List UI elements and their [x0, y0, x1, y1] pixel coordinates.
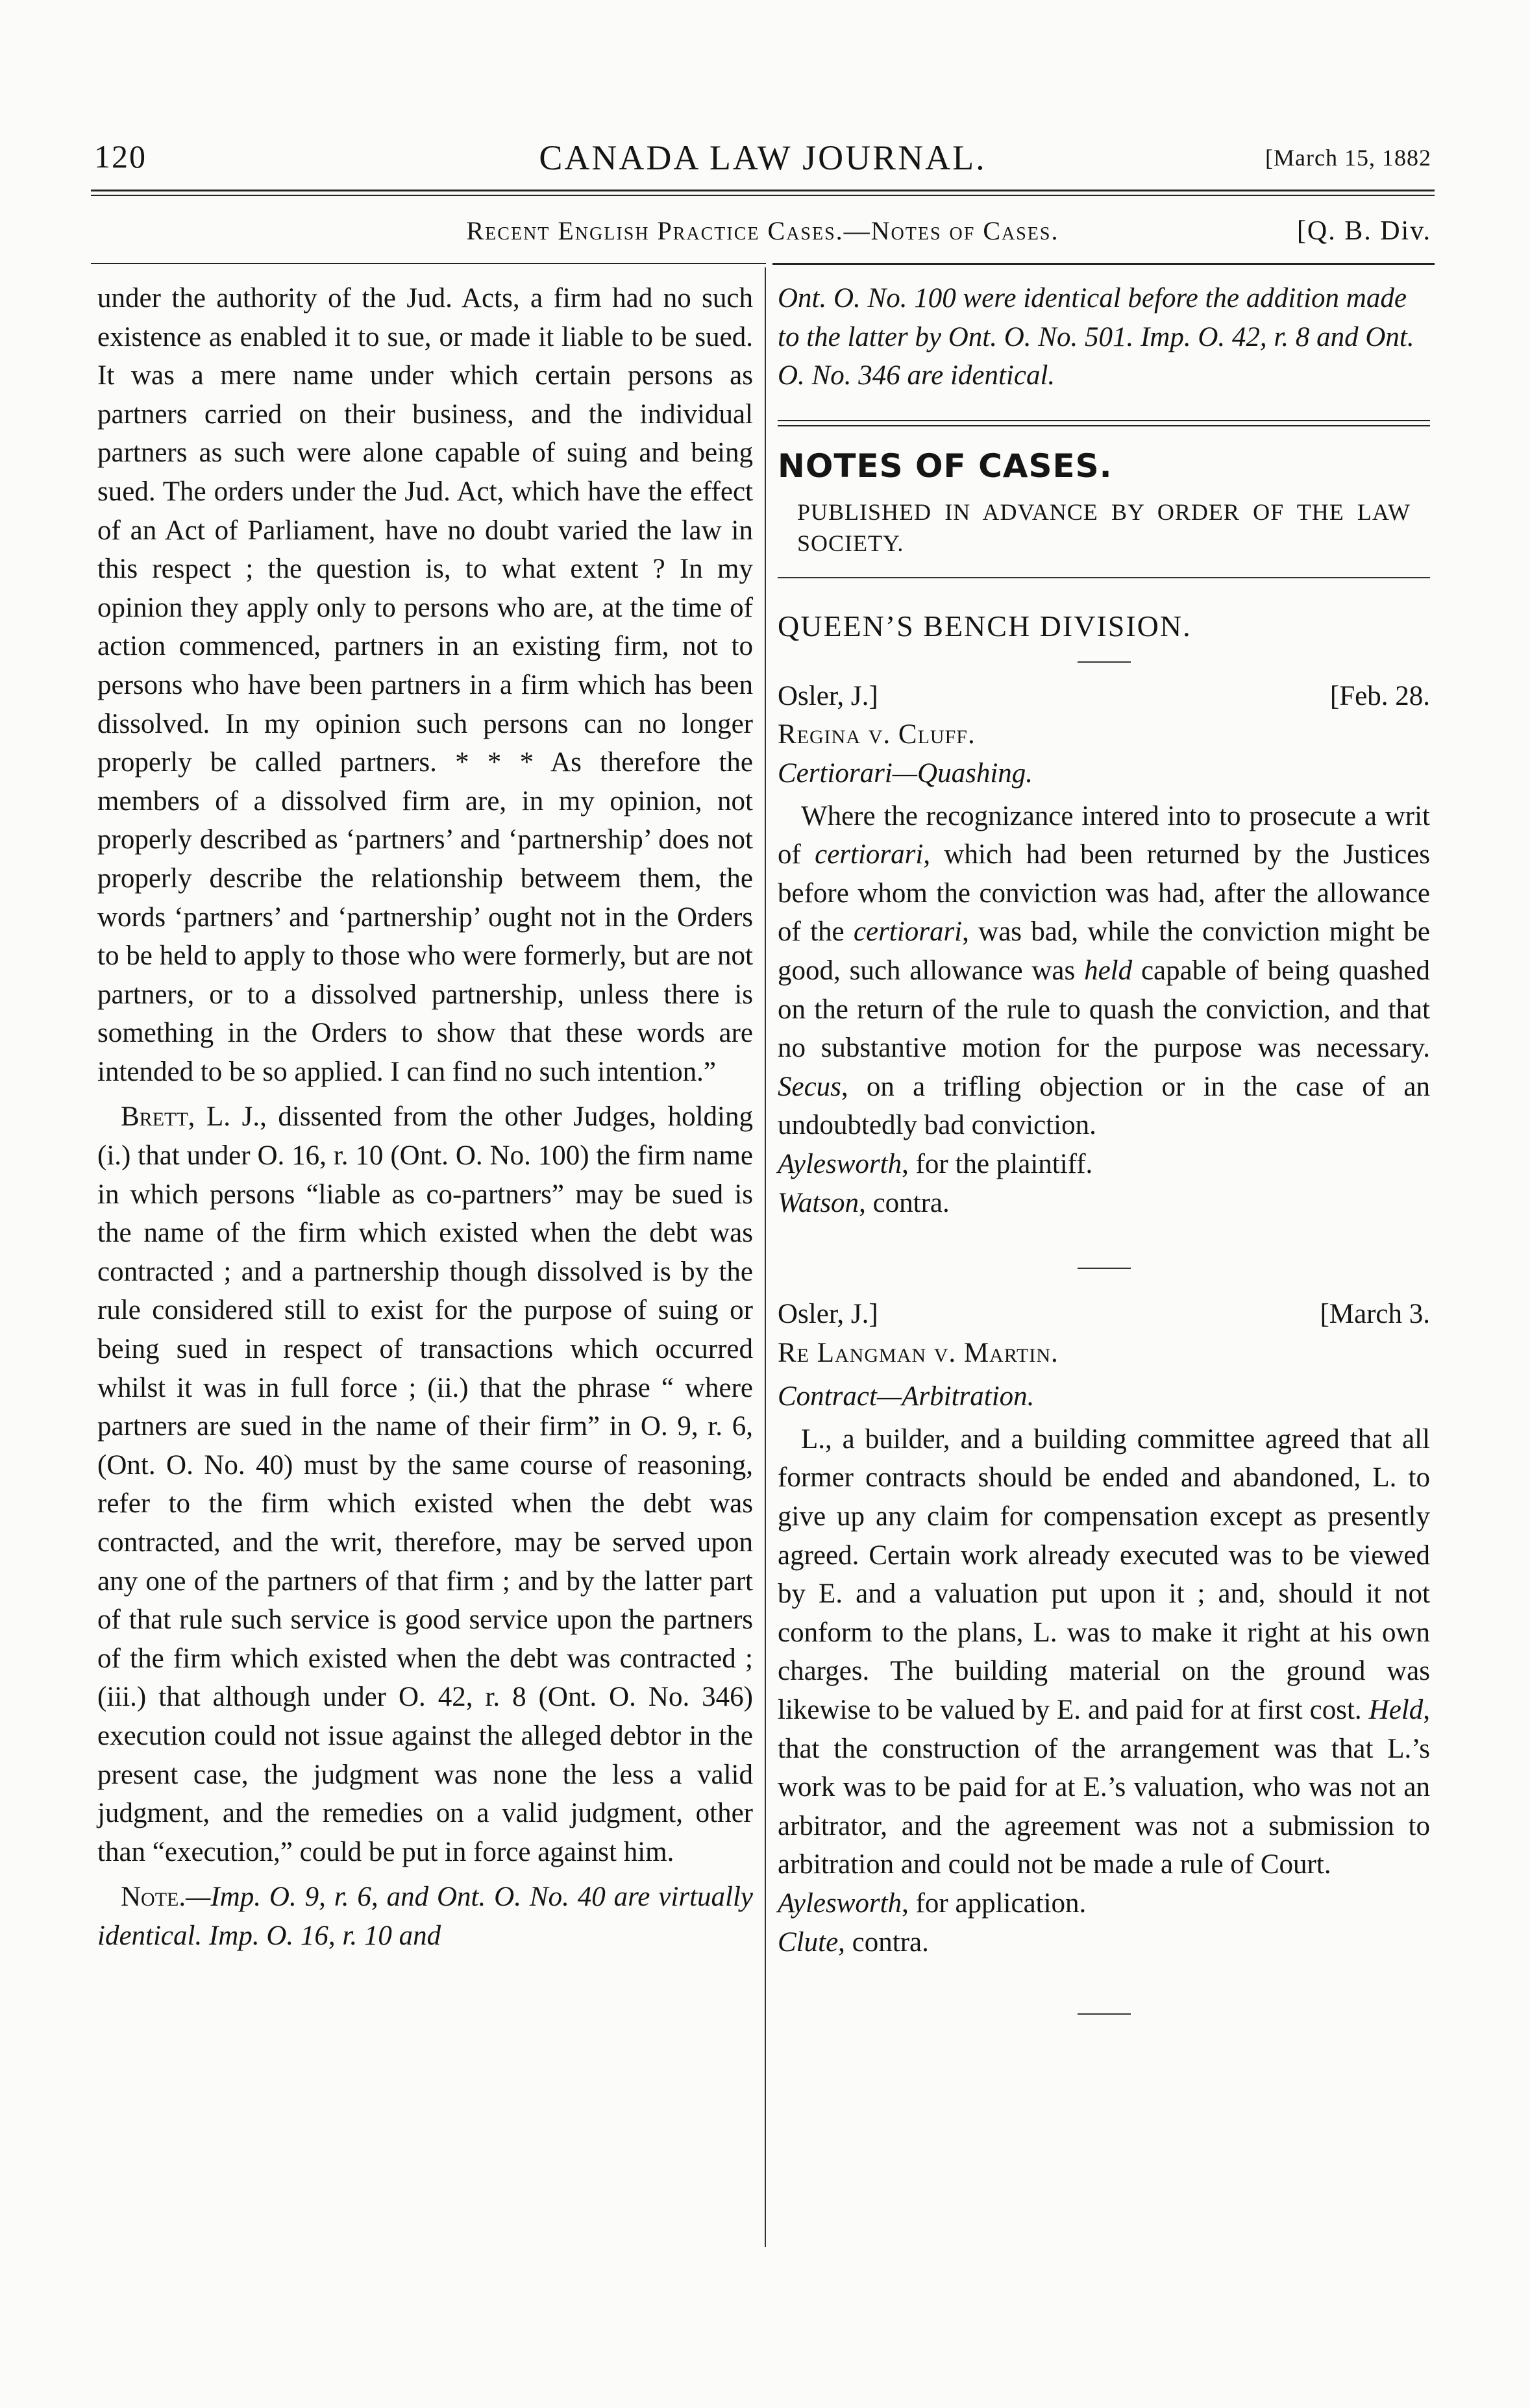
section-title: Recent English Practice Cases.—Notes of Cases. [466, 216, 1059, 245]
header-rule [91, 190, 1435, 191]
case-1-title: Regina v. Cluff. [778, 719, 976, 750]
case-1-text-e: , was bad, while the conviction might be good, such allowance was [778, 916, 1430, 986]
double-rule [778, 420, 1430, 426]
division-title: QUEEN’S BENCH DIVISION. [778, 609, 1192, 643]
case-1-text-g: capable of being quashed on the return of the rule to quash the conviction, and that no substantive motion for the purpose was necessary. [778, 955, 1431, 1064]
issue-date: [March 15, 1882 [1265, 145, 1431, 171]
note-continuation [778, 279, 1430, 395]
case-1-counsel-2 [778, 1184, 1430, 1223]
brett-paragraph [97, 1098, 753, 1871]
case-2-counsel-2-name: Clute [778, 1926, 839, 1958]
journal-title: CANADA LAW JOURNAL. [539, 138, 987, 177]
case-2-text [778, 1420, 1430, 1884]
section-rule-left [91, 263, 766, 264]
notes-of-cases-title: NOTES OF CASES. [778, 447, 1113, 485]
case-1-counsel-1-name: Aylesworth [778, 1148, 902, 1179]
case-1-header [778, 677, 1430, 716]
end-separator [1078, 2013, 1131, 2015]
case-2-header [778, 1295, 1430, 1334]
case-1-counsel-1 [778, 1145, 1430, 1184]
case-1-text-c: , which had been returned by the Justices before whom the conviction was had, after the allowance of the [778, 839, 1430, 948]
case-1-subject: Certiorari—Quashing. [778, 757, 1033, 789]
judge-name: Brett [121, 1101, 188, 1133]
case-1-counsel-1-role: , for the plaintiff. [902, 1148, 1093, 1179]
case-2-counsel-1 [778, 1884, 1430, 1923]
case-1-text-a: Where the recognizance intered into to prosecute a writ of [778, 800, 1430, 870]
header-rule-lower [91, 195, 1435, 196]
case-2-counsel-2 [778, 1923, 1430, 1962]
note-paragraph [97, 1878, 753, 1955]
judgment-quote: under the authority of the Jud. Acts, a firm had no such existence as enabled it to sue, or made it liable to be sued. It was a mere name under which certain persons as partners carried on their business, and the individual partners as such were alone capable of suing and being sued. The orders under the Jud. Act, which have the effect of an Act of Parliament, have no doubt varied the law in this respect ; the question is, to what extent ? In my opinion they apply only to persons who are, at the time of action commenced, partners in an existing firm, not to persons who have been partners in a firm which has been dissolved. In my opinion such persons can no longer properly be called partners. * * * As therefore the members of a dissolved firm are, in my opinion, not properly described as ‘partners’ and ‘partnership’ does not properly describe the relationship betweem them, the words ‘partners’ and ‘partnership’ ought not in the Orders to be held to apply to those who were formerly, but are not partners, or to a dissolved partnership, unless there is something in the Orders to show that these words are intended to be so applied. I can find no such intention.” [97, 283, 753, 1087]
case-2-text-b: Held [1368, 1695, 1424, 1726]
case-2-counsel-1-role: , for application. [902, 1888, 1087, 1919]
case-2-text-a: L., a builder, and a building committee agreed that all former contracts should be ended and abandoned, L. to give up any claim for compensation except as presently agreed. Certain work already executed was to be viewed by E. and a valuation put upon it ; and, should it not conform to the plans, L. was to make it right at his own charges. The building material on the ground was likewise to be valued by E. and paid for at first cost. [778, 1423, 1430, 1726]
note-label: Note. [121, 1882, 186, 1913]
case-2-counsel-2-role: , contra. [838, 1926, 929, 1958]
section-rule-right [772, 263, 1435, 265]
case-1-text-b: certiorari [815, 839, 924, 870]
case-2-text-c: , that the construction of the arrangement was that L.’s work was to be paid for at E.’s valuation, who was not an arbitrator, and the agreement was not a submission to arbitration and could not be made a rule of Court. [778, 1695, 1430, 1880]
case-2-judge: Osler, J.] [778, 1299, 878, 1330]
section-heading [94, 215, 1431, 252]
case-2-counsel-1-name: Aylesworth [778, 1888, 902, 1919]
note-text: —Imp. O. 9, r. 6, and Ont. O. No. 40 are virtually identical. Imp. O. 16, r. 10 and [97, 1882, 753, 1951]
case-1-counsel-2-role: , contra. [859, 1187, 950, 1218]
case-2-subject: Contract—Arbitration. [778, 1381, 1035, 1412]
case-1-counsel-2-name: Watson [778, 1187, 859, 1218]
case-2-title: Re Langman v. Martin. [778, 1337, 1059, 1368]
notes-rule [778, 577, 1430, 578]
left-column [97, 279, 753, 1956]
case-1-judge: Osler, J.] [778, 680, 878, 711]
right-column [778, 279, 1430, 2015]
case-1-text [778, 797, 1430, 1145]
brett-text: , L. J., dissented from the other Judges, holding (i.) that under O. 16, r. 10 (Ont. O. No. 100) the firm name in which persons “liable as co-partners” may be sued is the name of the firm which existed when the debt was contracted ; and a partnership though dissolved is by the rule considered still to exist for the purpose of suing or being sued in respect of transactions which occurred whilst it was in full force ; (ii.) that the phrase “ where partners are sued in the name of their firm” in O. 9, r. 6, (Ont. O. No. 40) must by the same course of reasoning, refer to the firm which existed when the debt was contracted, and the writ, therefore, may be served upon any one of the partners of that firm ; and by the latter part of that rule such service is good service upon the partners of the firm which existed when the debt was contracted ; (iii.) that although under O. 42, r. 8 (Ont. O. No. 346) execution could not issue against the alleged debtor in the present case, the judgment was none the less a valid judgment, and the remedies on a valid judgment, other than “execution,” could be put in force against him. [97, 1101, 753, 1867]
page-number: 120 [94, 138, 147, 175]
case-separator [1078, 1268, 1131, 1269]
case-2-date: [March 3. [1320, 1299, 1430, 1330]
case-1-text-i: , on a trifling objection or in the case of an undoubtedly bad conviction. [778, 1071, 1430, 1141]
column-divider [765, 267, 766, 2247]
running-head [94, 138, 1431, 179]
note-continuation-text: Ont. O. No. 100 were identical before the addition made to the latter by Ont. O. No. 501. Imp. O. 42, r. 8 and Ont. O. No. 346 are identical. [778, 283, 1414, 391]
published-notice: PUBLISHED IN ADVANCE BY ORDER OF THE LAW SOCIETY. [797, 498, 1411, 556]
case-1-text-h: Secus [778, 1071, 841, 1102]
case-1-text-f: held [1084, 955, 1133, 986]
court-label: [Q. B. Div. [1296, 216, 1431, 246]
division-separator [1078, 661, 1131, 663]
case-1-date: [Feb. 28. [1329, 680, 1430, 711]
case-1-text-d: certiorari [853, 916, 963, 948]
